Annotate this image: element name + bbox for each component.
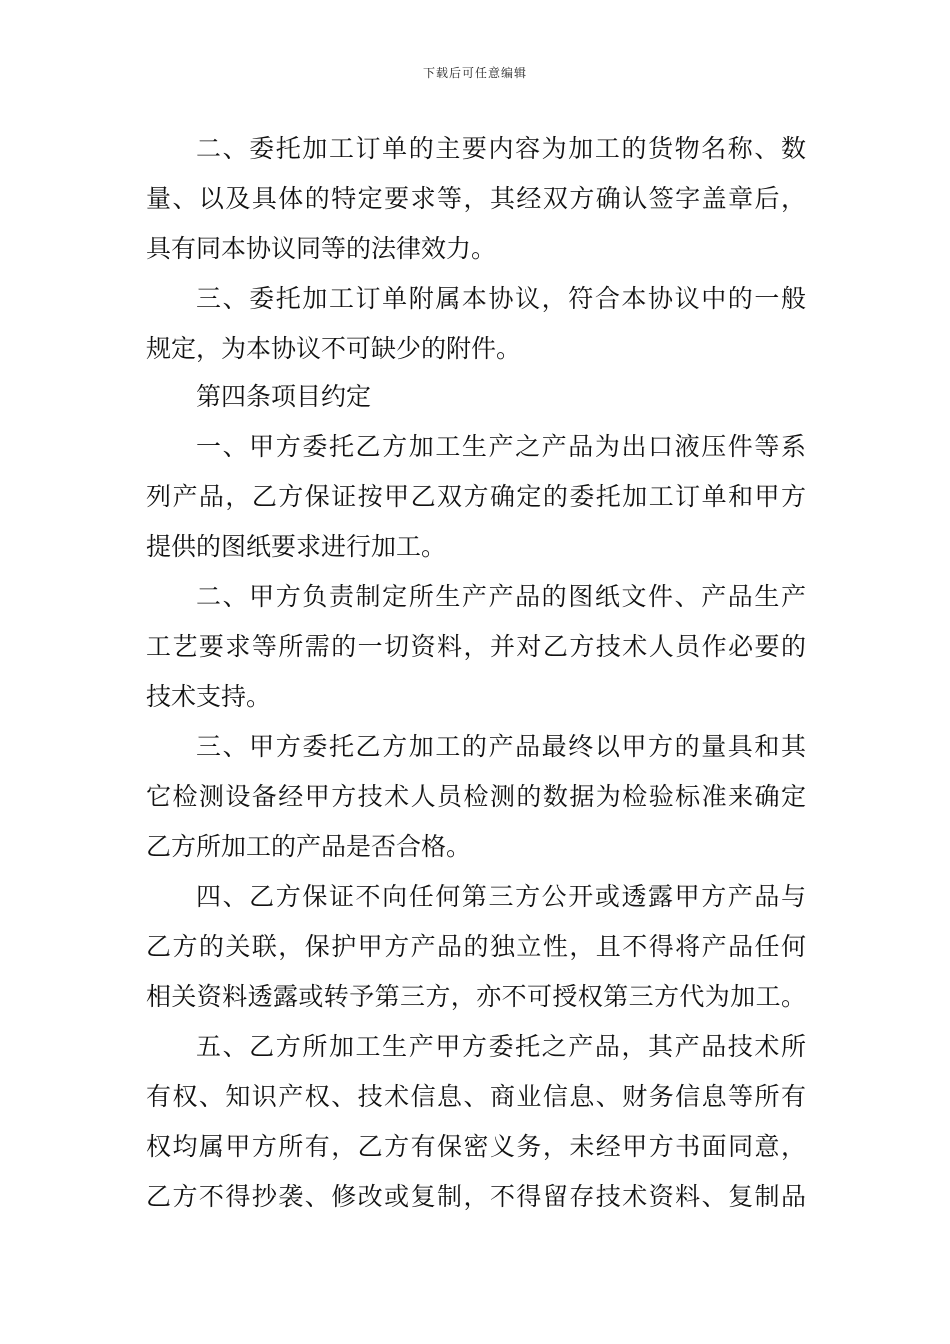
text-line: 具有同本协议同等的法律效力。 xyxy=(146,234,497,263)
text-line: 有权、知识产权、技术信息、商业信息、财务信息等所有 xyxy=(146,1082,806,1111)
text-line: 四、乙方保证不向任何第三方公开或透露甲方产品与 xyxy=(196,882,806,911)
text-line: 一、甲方委托乙方加工生产之产品为出口液压件等系 xyxy=(196,432,806,461)
text-line: 规定，为本协议不可缺少的附件。 xyxy=(146,334,522,363)
text-line: 乙方不得抄袭、修改或复制，不得留存技术资料、复制品 xyxy=(146,1182,806,1211)
text-line: 量、以及具体的特定要求等，其经双方确认签字盖章后， xyxy=(146,184,806,213)
text-line: 列产品，乙方保证按甲乙双方确定的委托加工订单和甲方 xyxy=(146,482,806,511)
text-line: 二、委托加工订单的主要内容为加工的货物名称、数 xyxy=(196,134,806,163)
text-line: 权均属甲方所有，乙方有保密义务，未经甲方书面同意， xyxy=(146,1132,806,1161)
text-line: 相关资料透露或转予第三方，亦不可授权第三方代为加工。 xyxy=(146,982,806,1011)
text-line: 乙方所加工的产品是否合格。 xyxy=(146,832,472,861)
text-line: 它检测设备经甲方技术人员检测的数据为检验标准来确定 xyxy=(146,782,806,811)
text-line: 技术支持。 xyxy=(146,682,272,711)
text-line: 三、甲方委托乙方加工的产品最终以甲方的量具和其 xyxy=(196,732,806,761)
page-header-note: 下载后可任意编辑 xyxy=(422,66,527,80)
text-line: 提供的图纸要求进行加工。 xyxy=(146,532,447,561)
text-line: 二、甲方负责制定所生产产品的图纸文件、产品生产 xyxy=(196,582,806,611)
section-heading: 第四条项目约定 xyxy=(196,382,372,411)
text-line: 五、乙方所加工生产甲方委托之产品，其产品技术所 xyxy=(196,1032,806,1061)
text-line: 三、委托加工订单附属本协议，符合本协议中的一般 xyxy=(196,284,806,313)
text-line: 工艺要求等所需的一切资料，并对乙方技术人员作必要的 xyxy=(146,632,806,661)
text-line: 乙方的关联，保护甲方产品的独立性，且不得将产品任何 xyxy=(146,932,806,961)
